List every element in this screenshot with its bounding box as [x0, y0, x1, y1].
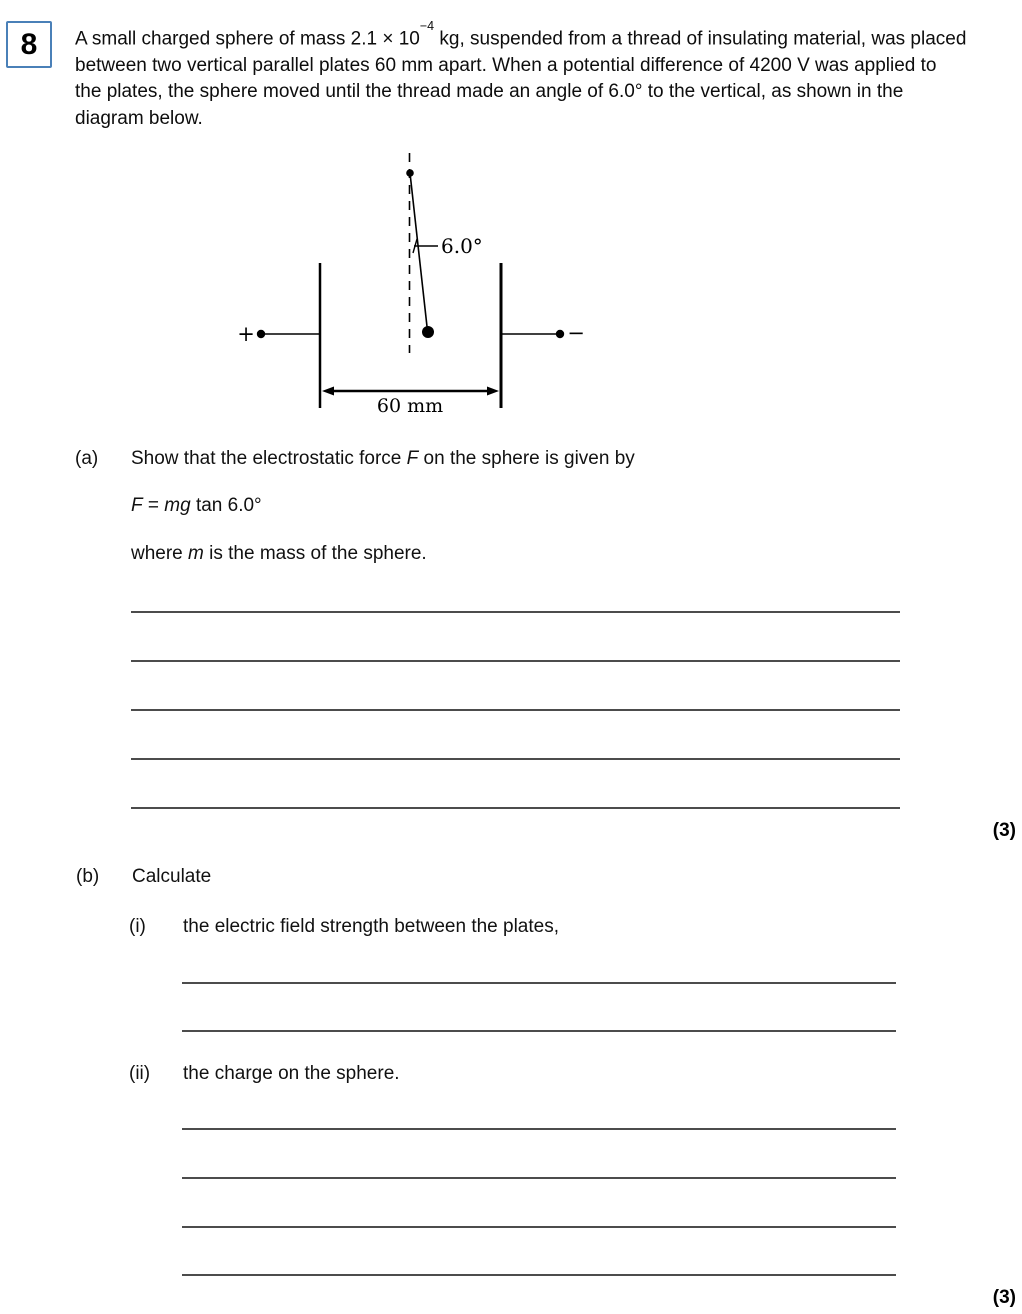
equation-equals: = — [142, 495, 165, 516]
equation-mg: mg — [164, 495, 191, 516]
answer-line[interactable] — [131, 758, 900, 760]
plates-diagram — [230, 145, 600, 430]
plus-terminal-dot — [257, 330, 265, 338]
dimension-arrowhead-right — [487, 387, 499, 396]
answer-line[interactable] — [182, 1128, 896, 1130]
answer-line[interactable] — [131, 709, 900, 711]
where-post: is the mass of the sphere. — [203, 543, 427, 564]
question-number-box — [6, 21, 52, 68]
part-b-i-text: the electric field strength between the plates, — [183, 916, 560, 937]
part-a-prompt-pre: Show that the electrostatic force — [131, 448, 407, 469]
plus-label: + — [237, 322, 255, 346]
mass-symbol: m — [188, 543, 204, 564]
part-a-label: (a) — [75, 448, 99, 469]
question-intro — [75, 20, 967, 132]
answer-line[interactable] — [182, 982, 896, 984]
exponent: −4 — [419, 19, 435, 33]
part-b-ii-text: the charge on the sphere. — [183, 1063, 400, 1084]
part-b-label: (b) — [76, 866, 100, 887]
answer-line[interactable] — [131, 611, 900, 613]
force-symbol: F — [406, 448, 419, 469]
part-b-ii-label: (ii) — [129, 1063, 151, 1084]
answer-line[interactable] — [182, 1030, 896, 1032]
equation-F: F — [131, 495, 143, 516]
part-b-heading: Calculate — [132, 866, 212, 887]
dimension-arrowhead-left — [322, 387, 334, 396]
where-pre: where — [131, 543, 189, 564]
where-clause — [131, 541, 427, 566]
part-b-i-label: (i) — [129, 916, 146, 937]
intro-text-after-exponent: kg, suspended from a thread of insulating material, was placed between two vertical parallel plates 60 mm apart. When a potential difference of 4200 V was applied to the plates, the sphere moved until the thread made an angle of 6.0° to the vertical, as shown in the diagram below. — [75, 28, 967, 129]
part-a-prompt — [131, 446, 635, 471]
answer-line[interactable] — [182, 1177, 896, 1179]
part-a-marks: (3) — [992, 820, 1016, 841]
plate-separation-label: 60 mm — [376, 395, 444, 417]
answer-line[interactable] — [131, 807, 900, 809]
intro-text-before-exponent: A small charged sphere of mass 2.1 × 10 — [75, 28, 420, 50]
answer-line[interactable] — [182, 1226, 896, 1228]
minus-label: − — [567, 321, 585, 345]
question-number: 8 — [20, 27, 38, 61]
part-a-prompt-post: on the sphere is given by — [418, 448, 635, 469]
charged-sphere — [422, 326, 434, 338]
answer-line[interactable] — [182, 1274, 896, 1276]
angle-label: 6.0° — [441, 234, 483, 258]
equation-rest: tan 6.0° — [190, 495, 262, 516]
part-b-marks: (3) — [992, 1287, 1016, 1308]
answer-line[interactable] — [131, 660, 900, 662]
equation — [131, 493, 262, 518]
minus-terminal-dot — [556, 330, 564, 338]
